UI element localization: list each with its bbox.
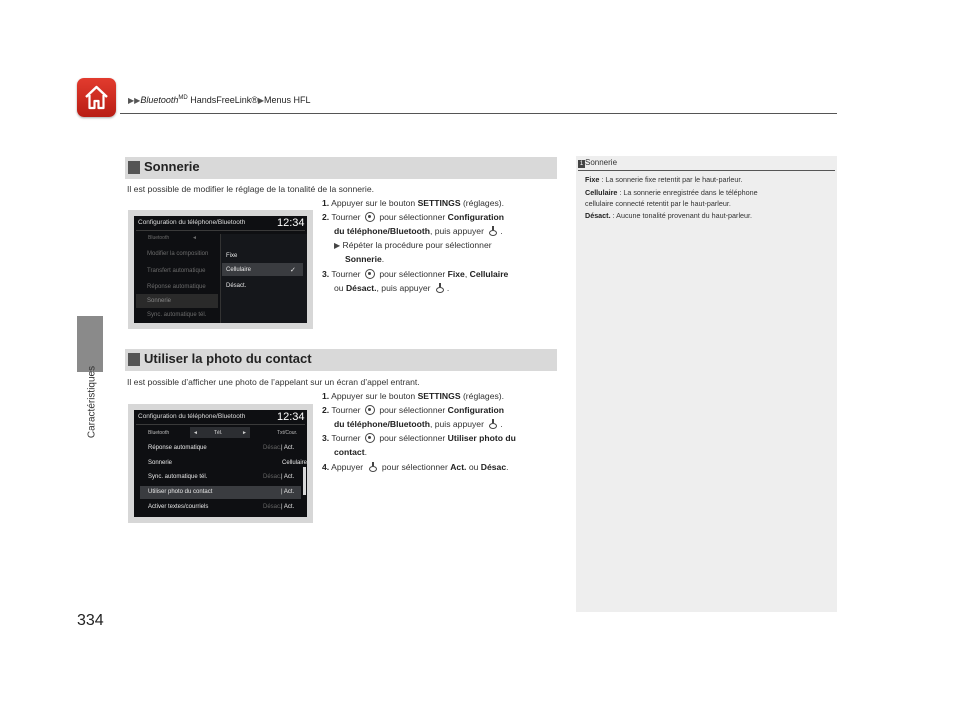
note-line: Cellulaire : La sonnerie enregistrée dans le téléphone bbox=[585, 188, 758, 197]
screen-option[interactable]: Fixe bbox=[226, 253, 238, 259]
section1-intro: Il est possible de modifier le réglage de la tonalité de la sonnerie. bbox=[127, 184, 374, 194]
screen-menu-item[interactable]: Transfert automatique bbox=[147, 268, 206, 274]
breadcrumb-menus-hfl[interactable]: Menus HFL bbox=[264, 95, 311, 105]
screen-row-off[interactable]: Désac. bbox=[263, 474, 282, 480]
screen-row-on[interactable]: | Act. bbox=[281, 474, 295, 480]
screen-row-label[interactable]: Activer textes/courriels bbox=[148, 504, 209, 510]
screen-tab-bluetooth[interactable]: Bluetooth bbox=[148, 430, 170, 436]
left-arrow-icon[interactable]: ◄ bbox=[192, 235, 197, 241]
section1-step-3b: ou Désact., puis appuyer . bbox=[334, 283, 450, 293]
section1-step-2b: du téléphone/Bluetooth, puis appuyer . bbox=[334, 226, 503, 236]
section1-step-2: 2. Tourner pour sélectionner Configuration bbox=[322, 212, 504, 222]
screen-sonnerie bbox=[128, 210, 313, 329]
screen-row-on[interactable]: | Act. bbox=[281, 489, 295, 495]
screen-row-value[interactable]: Cellulaire bbox=[282, 460, 308, 466]
screen-row-label[interactable]: Sync. automatique tél. bbox=[148, 474, 208, 480]
note-line: Désact. : Aucune tonalité provenant du haut-parleur. bbox=[585, 211, 753, 220]
arrow-icon: ▶ bbox=[334, 241, 341, 250]
side-label: Caractéristiques bbox=[86, 365, 98, 439]
check-icon: ✓ bbox=[290, 267, 296, 274]
screen-row-on[interactable]: | Act. bbox=[281, 504, 295, 510]
press-icon bbox=[435, 283, 445, 293]
press-icon bbox=[368, 462, 378, 472]
screen-row-label[interactable]: Réponse automatique bbox=[148, 445, 207, 451]
note-marker-icon: 1 bbox=[579, 161, 584, 167]
screen-clock: 12:34 bbox=[277, 217, 305, 229]
screen-row-on[interactable]: | Act. bbox=[281, 445, 295, 451]
breadcrumb-handsfreelink[interactable]: HandsFreeLink® bbox=[190, 95, 258, 105]
section2-step-1: 1. Appuyer sur le bouton SETTINGS (réglages). bbox=[322, 391, 505, 401]
breadcrumb: ▶▶Bluetooth$^{MD}$ HandsFreeLink®▶Menus HFL bbox=[128, 95, 311, 105]
breadcrumb-md: MD bbox=[178, 95, 188, 101]
right-arrow-icon[interactable]: ► bbox=[242, 430, 247, 436]
section2-step-3b: contact. bbox=[334, 447, 367, 457]
section2-step-3: 3. Tourner pour sélectionner Utiliser photo du bbox=[322, 433, 516, 443]
section-photo-header bbox=[125, 349, 557, 371]
screen-tab-txt-cour[interactable]: Txt/Cour. bbox=[277, 430, 298, 436]
knob-icon bbox=[365, 433, 375, 443]
section-sonnerie-header bbox=[125, 157, 557, 179]
breadcrumb-bluetooth[interactable]: Bluetooth bbox=[140, 95, 179, 105]
press-icon bbox=[488, 419, 498, 429]
screen-option[interactable]: Désact. bbox=[226, 283, 247, 289]
screen-row-off[interactable]: Désac. bbox=[263, 445, 282, 451]
section1-step-3: 3. Tourner pour sélectionner Fixe, Cellulaire bbox=[322, 269, 509, 279]
side-tab bbox=[77, 316, 103, 372]
section1-step-1: 1. Appuyer sur le bouton SETTINGS (réglages). bbox=[322, 198, 505, 208]
screen-tab-bluetooth[interactable]: Bluetooth bbox=[148, 235, 170, 241]
screen-menu-item[interactable]: Sync. automatique tél. bbox=[147, 312, 207, 318]
screen-clock: 12:34 bbox=[277, 411, 305, 423]
scrollbar[interactable] bbox=[303, 467, 306, 495]
note-box bbox=[576, 156, 837, 612]
screen-menu-item[interactable]: Réponse automatique bbox=[147, 284, 206, 290]
screen-tab-tel[interactable]: Tél. bbox=[214, 430, 223, 436]
section1-step-2-sub: ▶ Répéter la procédure pour sélectionner bbox=[334, 240, 492, 250]
screen-row-label[interactable]: Sonnerie bbox=[148, 460, 173, 466]
header-rule bbox=[120, 113, 837, 114]
left-arrow-icon[interactable]: ◄ bbox=[193, 430, 198, 436]
section-title: Sonnerie bbox=[144, 159, 200, 174]
knob-icon bbox=[365, 405, 375, 415]
knob-icon bbox=[365, 212, 375, 222]
screen-photo-contact bbox=[128, 404, 313, 523]
page-number: 334 bbox=[77, 612, 104, 629]
press-icon bbox=[488, 226, 498, 236]
knob-icon bbox=[365, 269, 375, 279]
screen-row-off[interactable]: Désac. bbox=[263, 504, 282, 510]
note-line: cellulaire connecté retentit par le haut-parleur. bbox=[585, 199, 731, 208]
screen-row-label-selected[interactable]: Utiliser photo du contact bbox=[148, 489, 213, 495]
section2-step-2: 2. Tourner pour sélectionner Configuration bbox=[322, 405, 504, 415]
section2-step-4: 4. Appuyer pour sélectionner Act. ou Désac. bbox=[322, 462, 509, 472]
screen-title: Configuration du téléphone/Bluetooth bbox=[138, 219, 246, 226]
note-line: Fixe : La sonnerie fixe retentit par le haut-parleur. bbox=[585, 175, 743, 184]
note-title: 1 Sonnerie bbox=[579, 158, 618, 167]
section2-intro: Il est possible d’afficher une photo de l’appelant sur un écran d’appel entrant. bbox=[127, 377, 420, 387]
screen-menu-item-selected[interactable]: Sonnerie bbox=[147, 298, 172, 304]
section2-step-2b: du téléphone/Bluetooth, puis appuyer . bbox=[334, 419, 503, 429]
section1-step-2-sub2: Sonnerie. bbox=[345, 254, 385, 264]
screen-menu-item[interactable]: Modifier la composition bbox=[147, 251, 209, 257]
screen-title: Configuration du téléphone/Bluetooth bbox=[138, 413, 246, 420]
section-title: Utiliser la photo du contact bbox=[144, 351, 312, 366]
screen-option-selected[interactable]: Cellulaire bbox=[226, 267, 252, 273]
home-button[interactable] bbox=[77, 78, 116, 117]
home-icon bbox=[83, 84, 110, 111]
